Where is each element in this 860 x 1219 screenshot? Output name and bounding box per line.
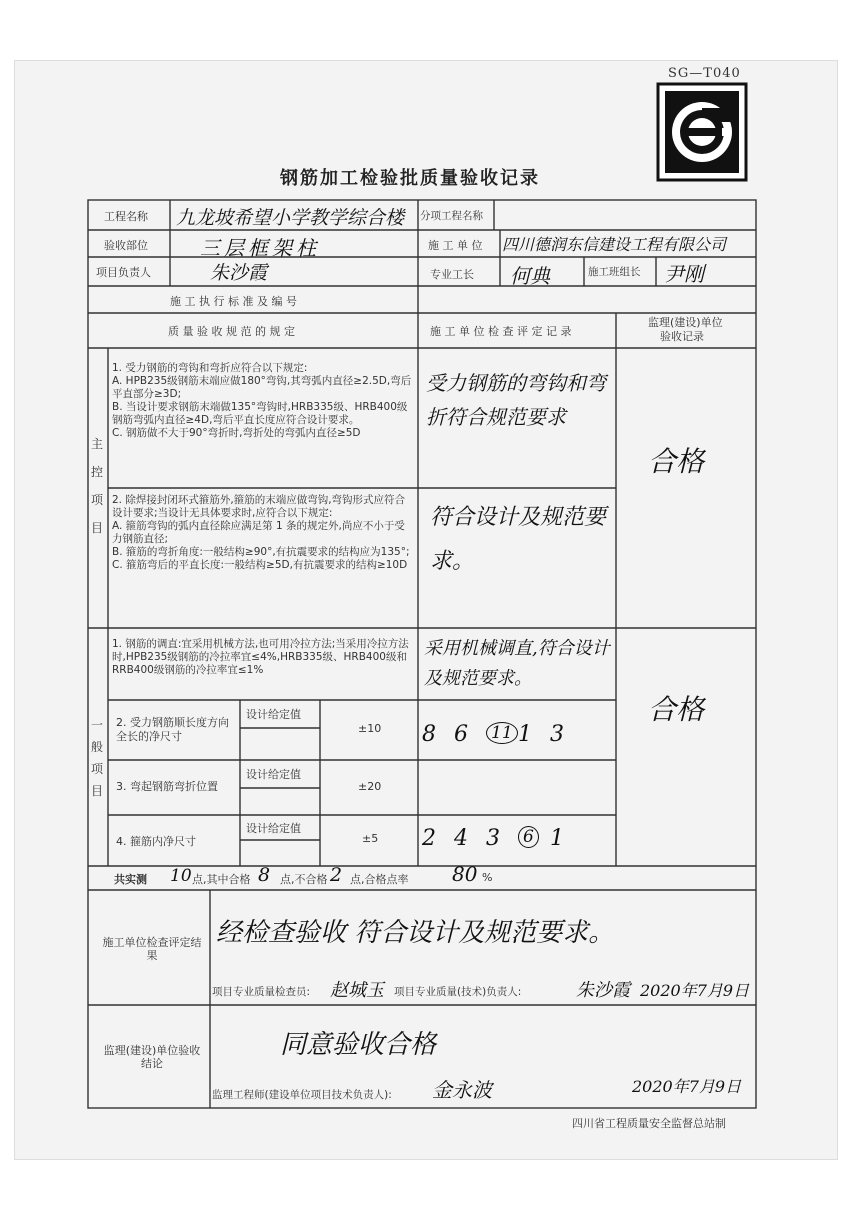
main-control-label: 主控项目	[90, 437, 103, 535]
foreman-label: 专业工长	[430, 268, 474, 281]
measured-value: 6	[454, 722, 468, 747]
measured-value: 2	[422, 826, 436, 851]
supervision-column-header-2: 验收记录	[660, 330, 704, 343]
summary-rate: 80	[452, 862, 478, 886]
standard-label: 施 工 执 行 标 准 及 编 号	[170, 295, 297, 308]
summary-total: 10	[170, 866, 192, 886]
general-row-2-text: 2. 受力钢筋顺长度方向全长的净尺寸	[116, 716, 229, 743]
project-manager-label: 项目负责人	[96, 266, 151, 279]
general-row-4-tolerance: ±5	[362, 832, 379, 845]
measured-value: 11	[486, 722, 518, 744]
measured-value: 3	[550, 722, 564, 747]
tech-lead-label: 项目专业质量(技术)负责人:	[394, 986, 522, 998]
project-name-value: 九龙坡希望小学教学综合楼	[176, 207, 405, 229]
engineer-label: 监理工程师(建设单位项目技术负责人):	[212, 1089, 392, 1101]
supervisor-conclusion-label: 监理(建设)单位验收结论	[103, 1044, 201, 1070]
inspector-signature: 赵城玉	[330, 980, 384, 1001]
supervisor-date: 2020年7月9日	[632, 1077, 742, 1096]
general-row-3-design-label: 设计给定值	[246, 768, 301, 781]
measured-value: 8	[422, 722, 436, 747]
summary-pass-text: 点,不合格	[280, 873, 328, 886]
measured-value: 1	[518, 722, 532, 747]
summary-label: 共实测	[114, 873, 147, 886]
main-item-1-record: 受力钢筋的弯钩和弯折符合规范要求	[426, 371, 606, 429]
form-title: 钢筋加工检验批质量验收记录	[280, 168, 540, 189]
supervisor-conclusion-text: 同意验收合格	[280, 1030, 437, 1060]
check-record-column-header: 施 工 单 位 检 查 评 定 记 录	[430, 325, 572, 338]
measured-value: 4	[454, 826, 468, 851]
construction-unit-value: 四川德润东信建设工程有限公司	[502, 235, 727, 254]
summary-rate-suffix: %	[482, 871, 493, 884]
general-row-2-tolerance: ±10	[358, 722, 382, 735]
summary-passed: 8	[258, 864, 271, 886]
tech-lead-signature: 朱沙霞	[576, 980, 630, 1001]
main-item-2: 2. 除焊接封闭环式箍筋外,箍筋的末端应做弯钩,弯钩形式应符合设计要求;当设计无具体要求时,应符合以下规定: A. 箍筋弯钩的弧内直径除应满足第 1 条的规定外,尚应不小于受力钢筋直径; B. 箍筋的弯折角度:一般结构≥90°,有抗震要求的结构应为135°; C. 箍筋弯后的平直长度:一般结构≥5D,有抗震要求的结构≥10D	[112, 494, 410, 571]
summary-fail-text: 点,合格点率	[350, 873, 409, 886]
project-name-label: 工程名称	[104, 210, 148, 223]
general-row-3-text: 3. 弯起钢筋弯折位置	[116, 780, 218, 793]
measured-value: 1	[550, 826, 564, 851]
engineer-signature: 金永波	[432, 1078, 492, 1102]
acceptance-part-value: 三层框架柱	[200, 236, 320, 260]
general-items-label: 一般项目	[90, 718, 103, 798]
construction-unit-label: 施 工 单 位	[428, 239, 483, 252]
general-row-3-tolerance: ±20	[358, 780, 382, 793]
measured-value: 6	[518, 826, 539, 848]
general-item-1-record: 采用机械调直,符合设计及规范要求。	[424, 638, 610, 689]
summary-points-text: 点,其中合格	[192, 873, 251, 886]
footer-issuer: 四川省工程质量安全监督总站制	[572, 1117, 726, 1130]
measured-value: 3	[486, 826, 500, 851]
contractor-conclusion-label: 施工单位检查评定结果	[102, 936, 202, 962]
general-row-4-text: 4. 箍筋内净尺寸	[116, 835, 196, 848]
general-supervision-record: 合格	[648, 693, 705, 726]
acceptance-part-label: 验收部位	[104, 239, 148, 252]
spec-column-header: 质 量 验 收 规 范 的 规 定	[168, 325, 295, 338]
summary-failed: 2	[330, 864, 343, 886]
general-row-4-design-label: 设计给定值	[246, 822, 301, 835]
general-row-2-design-label: 设计给定值	[246, 708, 301, 721]
main-item-1: 1. 受力钢筋的弯钩和弯折应符合以下规定: A. HPB235级钢筋末端应做180°弯钩,其弯弧内直径≥2.5D,弯后平直部分≥3D; B. 当设计要求钢筋末端做135°弯钩时,HRB335级、HRB400级钢筋弯弧内直径≥4D,弯后平直长度应符合设计要求。 C. 钢筋做不大于90°弯折时,弯折处的弯弧内直径≥5D	[112, 362, 412, 439]
project-manager-value: 朱沙霞	[210, 262, 268, 284]
document-code: SG—T040	[668, 66, 741, 81]
foreman-value: 何典	[510, 264, 550, 288]
general-item-1: 1. 钢筋的调直:宜采用机械方法,也可用冷拉方法;当采用冷拉方法时,HPB235级钢筋的冷拉率宜≤4%,HRB335级、HRB400级和RRB400级钢筋的冷拉率宜≤1%	[112, 638, 409, 676]
team-leader-label: 施工班组长	[588, 266, 641, 278]
subproject-label: 分项工程名称	[420, 210, 483, 222]
team-leader-value: 尹刚	[664, 262, 704, 286]
supervision-column-header-1: 监理(建设)单位	[648, 316, 723, 329]
contractor-date: 2020年7月9日	[640, 981, 750, 1000]
main-item-2-record: 符合设计及规范要求。	[430, 505, 607, 574]
inspector-label: 项目专业质量检查员:	[212, 986, 311, 998]
contractor-conclusion-text: 经检查验收 符合设计及规范要求。	[216, 918, 615, 948]
main-supervision-record: 合格	[648, 445, 705, 478]
